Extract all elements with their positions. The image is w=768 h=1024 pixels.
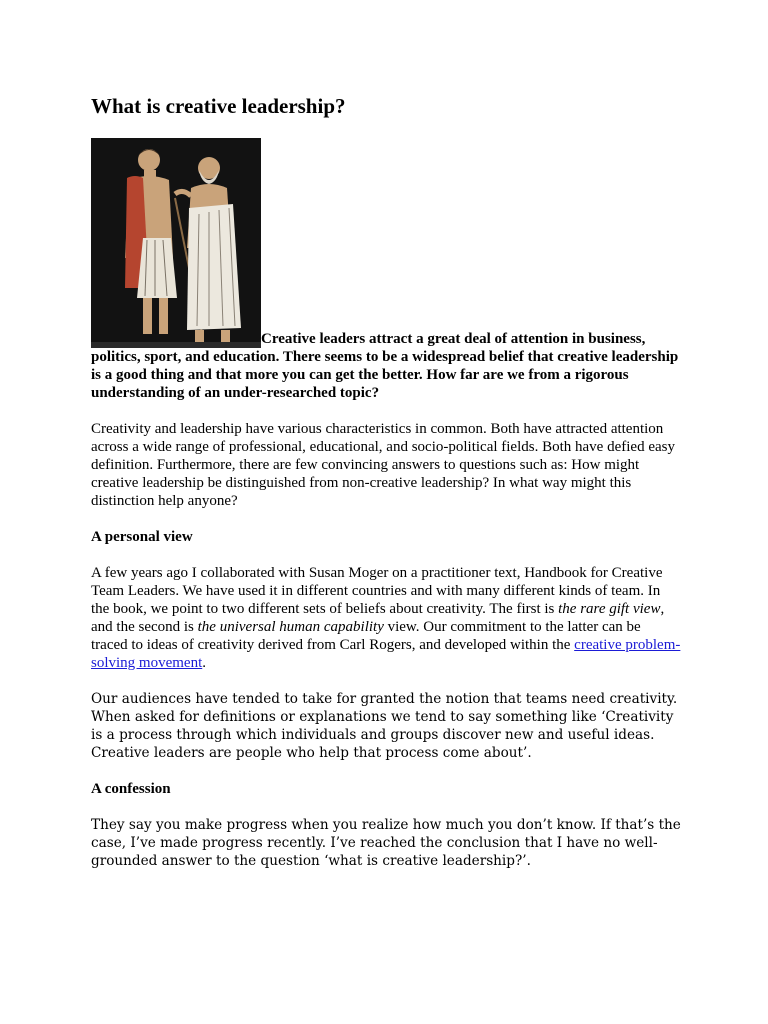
lead-text: Creative leaders attract a great deal of attention in business, politics, sport, and education. There seems to be a widespread belief that creative leadership is a good thing and that more you can get the better. How far are we from a rigorous understanding of an under-researched topic? <box>91 331 679 401</box>
text-span: , and the second is <box>91 601 665 635</box>
rare-gift-view-emphasis: the rare gift view <box>558 601 661 617</box>
section-heading-personal-view: A personal view <box>91 529 193 545</box>
text-span: . <box>202 655 206 671</box>
personal-view-paragraph <box>91 564 681 672</box>
intro-paragraph: Creativity and leadership have various characteristics in common. Both have attracted attention across a wide range of professional, educational, and socio-political fields. Both have defied easy definition. Furthermore, there are few convincing answers to questions such as: How might creative leadership be distinguished from non-creative leadership? In what way might this distinction help anyone? <box>91 421 675 509</box>
article-title: What is creative leadership? <box>91 94 346 118</box>
audiences-paragraph: Our audiences have tended to take for granted the notion that teams need creativity. When asked for definitions or explanations we tend to say something like ‘Creativity is a process through which individuals and groups discover new and useful ideas. Creative leaders are people who help that process come about’. <box>91 691 678 761</box>
greek-vase-figures-icon <box>91 138 261 348</box>
universal-capability-emphasis: the universal human capability <box>197 619 384 635</box>
text-span: view. Our commitment to the latter can be traced to ideas of creativity derived from Carl Rogers, and developed within the <box>91 619 641 653</box>
article <box>91 92 681 888</box>
lead-paragraph <box>91 138 681 402</box>
section-heading-confession: A confession <box>91 781 171 797</box>
creative-problem-solving-link[interactable]: creative problem-solving movement <box>91 637 681 671</box>
text-span: A few years ago I collaborated with Susan Moger on a practitioner text, Handbook for Creative Team Leaders. We have used it in different countries and with many different kinds of team. In the book, we point to two different sets of beliefs about creativity. The first is <box>91 565 663 617</box>
confession-paragraph: They say you make progress when you realize how much you don’t know. If that’s the case, I’ve made progress recently. I’ve reached the conclusion that I have no well-grounded answer to the question ‘what is creative leadership?’. <box>91 817 681 869</box>
